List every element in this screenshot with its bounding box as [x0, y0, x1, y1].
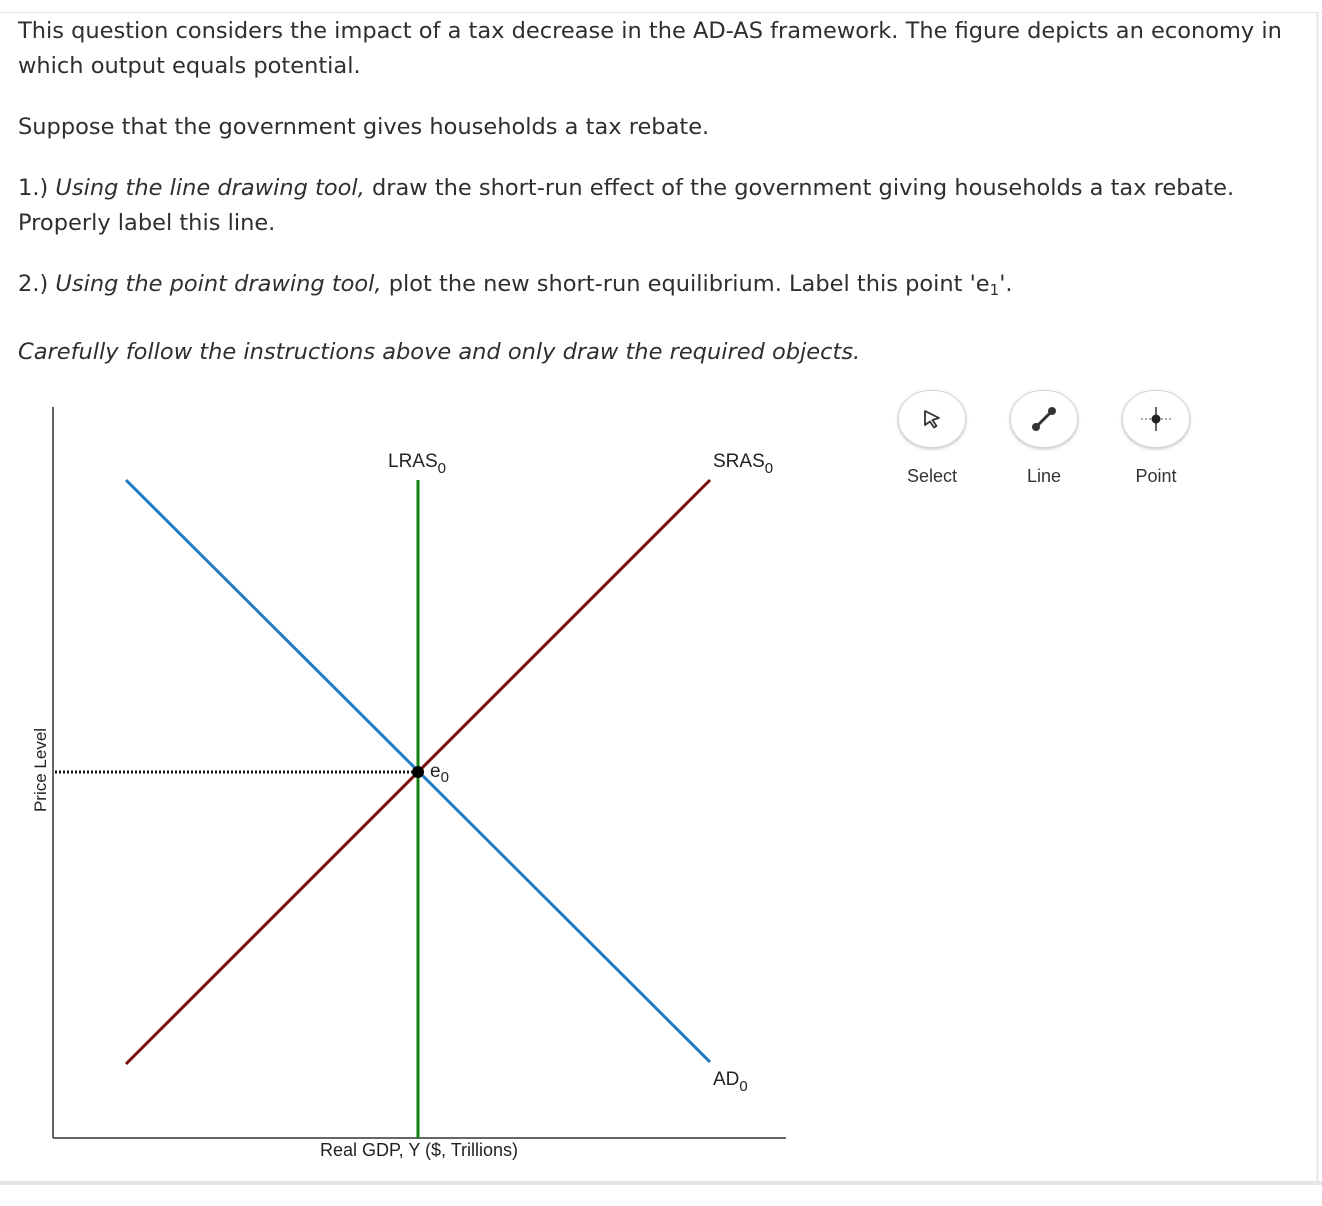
line-tool-label: Line: [1026, 466, 1062, 486]
line-segment-icon: [1029, 404, 1059, 434]
bottom-divider: [0, 1181, 1322, 1185]
instruction-2-text: plot the new short-run equilibrium. Label this point 'e: [381, 271, 990, 297]
sras0-label-text: SRAS: [713, 451, 765, 472]
question-scenario: Suppose that the government gives households a tax rebate.: [18, 114, 710, 140]
y-axis-label: Price Level: [31, 727, 50, 813]
x-axis-label: Real GDP, Y ($, Trillions): [319, 1140, 519, 1160]
line-tool-button[interactable]: [1008, 390, 1080, 487]
ad0-label-text: AD: [713, 1069, 740, 1090]
line-tool-circle[interactable]: [1010, 390, 1078, 448]
instruction-1-tool: Using the line drawing tool,: [55, 175, 365, 201]
instruction-1-number: 1.): [18, 175, 56, 201]
lras0-label-text: LRAS: [388, 451, 438, 472]
instruction-2-number: 2.): [18, 271, 56, 297]
point-tool-circle[interactable]: [1122, 390, 1190, 448]
instruction-1-text: draw the short-run effect of the government giving households a tax rebate. Properly label this line.: [18, 175, 1235, 236]
right-divider: [1316, 12, 1319, 1184]
e0-label-sub: 0: [440, 769, 449, 786]
question-intro: This question considers the impact of a tax decrease in the AD-AS framework. The figure depicts an economy in which output equals potential.: [18, 18, 1282, 79]
lras0-label: [388, 451, 446, 477]
instruction-2-end: '.: [999, 271, 1013, 297]
ad0-label: [713, 1069, 748, 1095]
point-tool-button[interactable]: [1120, 390, 1192, 487]
e0-label: [430, 761, 449, 786]
ad-as-graph[interactable]: [0, 390, 820, 1180]
sras0-label: [713, 451, 773, 477]
point-crosshair-icon: [1139, 404, 1173, 434]
select-tool-circle[interactable]: [898, 390, 966, 448]
sras0-label-sub: 0: [764, 460, 774, 477]
instruction-2-tool: Using the point drawing tool,: [55, 271, 382, 297]
top-divider: [0, 12, 1322, 13]
select-tool-button[interactable]: [896, 390, 968, 487]
point-tool-label: Point: [1135, 466, 1177, 486]
ad0-label-sub: 0: [739, 1078, 748, 1095]
instruction-2: [18, 267, 1013, 302]
select-tool-label: Select: [906, 466, 958, 486]
instruction-2-subscript: 1: [989, 281, 1000, 299]
e0-label-text: e: [430, 761, 441, 782]
lras0-label-sub: 0: [437, 460, 446, 477]
e0-point[interactable]: [412, 766, 424, 778]
instruction-1: [18, 171, 1308, 241]
instruction-caution: Carefully follow the instructions above and only draw the required objects.: [18, 339, 861, 365]
cursor-arrow-icon: [921, 408, 943, 430]
